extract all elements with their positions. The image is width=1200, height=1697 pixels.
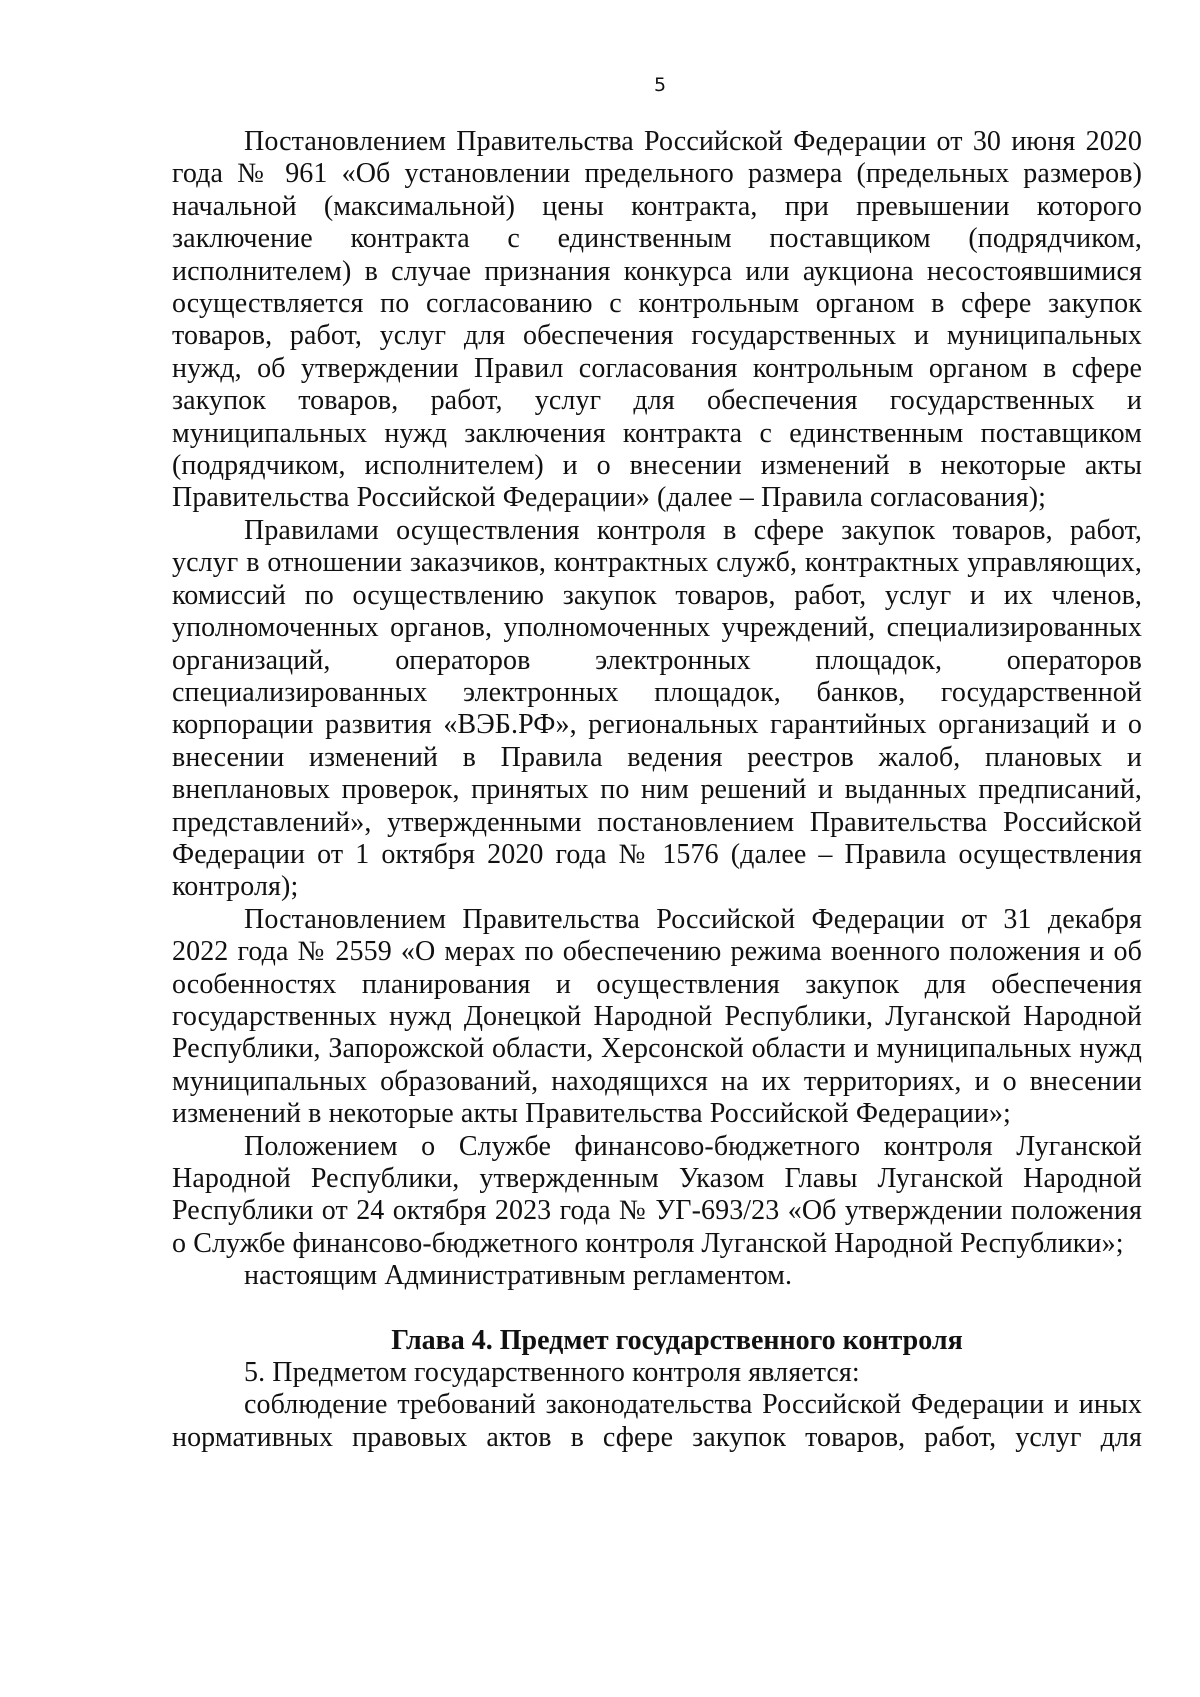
paragraph-service-regulation: Положением о Службе финансово-бюджетного контроля Луганской Народной Республики, утвержденным Указом Главы Луганской Народной Республики от 24 октября 2023 года № УГ-693/23 «Об утверждении положения о Службе финансово-бюджетного контроля Луганской Народной Республики»;: [172, 1130, 1142, 1259]
paragraph-resolution-961: Постановлением Правительства Российской Федерации от 30 июня 2020 года № 961 «Об установлении предельного размера (предельных размеров) начальной (максимальной) цены контракта, при превышении которого заключение контракта с единственным поставщиком (подрядчиком, исполнителем) в случае признания конкурса или аукциона несостоявшимися осуществляется по согласованию с контрольным органом в сфере закупок товаров, работ, услуг для обеспечения государственных и муниципальных нужд, об утверждении Правил согласования контрольным органом в сфере закупок товаров, работ, услуг для обеспечения государственных и муниципальных нужд заключения контракта с единственным поставщиком (подрядчиком, исполнителем) и о внесении изменений в некоторые акты Правительства Российской Федерации» (далее – Правила согласования);: [172, 126, 1142, 514]
document-body: [172, 126, 1142, 1454]
page-number: 5: [653, 74, 667, 96]
paragraph-control-rules: Правилами осуществления контроля в сфере закупок товаров, работ, услуг в отношении заказчиков, контрактных служб, контрактных управляющих, комиссий по осуществлению закупок товаров, работ, услуг и их членов, уполномоченных органов, уполномоченных учреждений, специализированных организаций, операторов электронных площадок, операторов специализированных электронных площадок, банков, государственной корпорации развития «ВЭБ.РФ», региональных гарантийных организаций и о внесении изменений в Правила ведения реестров жалоб, плановых и внеплановых проверок, принятых по ним решений и выданных предписаний, представлений», утвержденными постановлением Правительства Российской Федерации от 1 октября 2020 года № 1576 (далее – Правила осуществления контроля);: [172, 514, 1142, 903]
paragraph-subject-intro: 5. Предметом государственного контроля является:: [244, 1357, 860, 1389]
paragraph-administrative-regulation: настоящим Административным регламентом.: [244, 1260, 793, 1292]
paragraph-subject-compliance: соблюдение требований законодательства Российской Федерации и иных нормативных правовых актов в сфере закупок товаров, работ, услуг для: [172, 1389, 1142, 1453]
chapter-heading: Глава 4. Предмет государственного контроля: [391, 1324, 963, 1356]
paragraph-resolution-2559: Постановлением Правительства Российской Федерации от 31 декабря 2022 года № 2559 «О мерах по обеспечению режима военного положения и об особенностях планирования и осуществления закупок для обеспечения государственных нужд Донецкой Народной Республики, Луганской Народной Республики, Запорожской области, Херсонской области и муниципальных нужд муниципальных образований, находящихся на их территориях, и о внесении изменений в некоторые акты Правительства Российской Федерации»;: [172, 903, 1142, 1130]
